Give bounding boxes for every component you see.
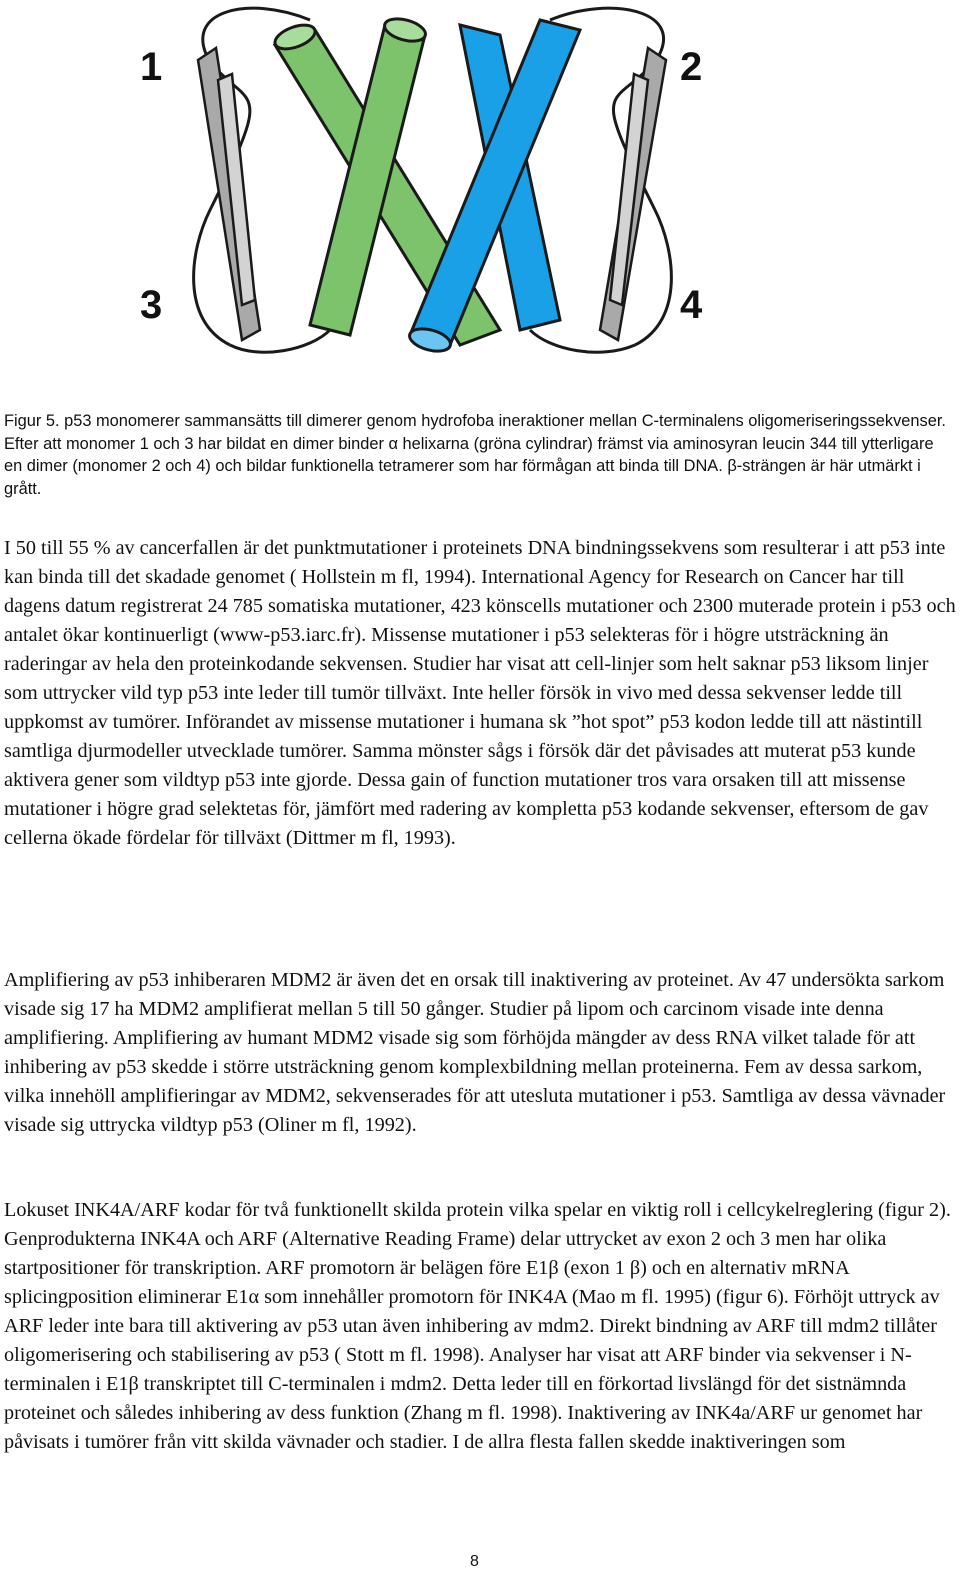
monomer-label-2: 2 (680, 45, 703, 89)
page-number: 8 (470, 1553, 479, 1570)
paragraph-2: Amplifiering av p53 inhiberaren MDM2 är även det en orsak till inaktivering av proteinet. Av 47 undersökta sarkom visade sig 17 ha MDM2 amplifierat mellan 5 till 50 gånger. Studier på lipom och carcinom visade inte denna amplifiering. Amplifiering av humant MDM2 visade sig som förhöjda mängder av dess RNA vilket talade för att inhibering av p53 skedde i större utsträckning genom komplexbildning mellan proteinerna. Fem av dessa sarkom, vilka innehöll amplifieringar av MDM2, sekvenserades för att utesluta mutationer i p53. Samtliga av dessa vävnader visade sig uttrycka vildtyp p53 (Oliner m fl, 1992). (4, 969, 946, 1136)
blue-helices (407, 20, 580, 355)
p53-tetramer-figure (100, 0, 760, 370)
figure-caption: Figur 5. p53 monomerer sammansätts till dimerer genom hydrofoba ineraktioner mellan C-terminalens oligomeriseringssekvenser. Efter att monomer 1 och 3 har bildat en dimer binder α helixarna (gröna cylindrar) främst via aminosyran leucin 344 till ytterligare en dimer (monomer 2 och 4) och bildar funktionella tetramerer som har förmågan att binda till DNA. β-strängen är här utmärkt i grått. (4, 412, 946, 498)
monomer-label-4: 4 (680, 283, 703, 327)
monomer-label-1: 1 (140, 45, 163, 89)
paragraph-3: Lokuset INK4A/ARF kodar för två funktionellt skilda protein vilka spelar en viktig roll i cellcykelreglering (figur 2). Genprodukterna INK4A och ARF (Alternative Reading Frame) delar uttrycket av exon 2 och 3 men har olika startpositioner för transkription. ARF promotorn är belägen före E1β (exon 1 β) och en alternativ mRNA splicingposition eliminerar E1α som innehåller promotorn för INK4A (Mao m fl. 1995) (figur 6). Förhöjt uttryck av ARF leder inte bara till aktivering av p53 utan även inhibering av mdm2. Direkt bindning av ARF till mdm2 tillåter oligomerisering och stabilisering av p53 ( Stott m fl. 1998). Analyser har visat att ARF binder via sekvenser i N-terminalen i E1β transkriptet till C-terminalen i mdm2. Detta leder till en förkortad livslängd för det sistnämnda proteinet och således inhibering av dess funktion (Zhang m fl. 1998). Inaktivering av INK4a/ARF ur genomet har påvisats i tumörer från vitt skilda vävnader och stadier. I de allra flesta fallen skedde inaktiveringen som (4, 1199, 951, 1453)
paragraph-1: I 50 till 55 % av cancerfallen är det punktmutationer i proteinets DNA bindningssekvens som resulterar i att p53 inte kan binda till det skadade genomet ( Hollstein m fl, 1994). International Agency for Research on Cancer har till dagens datum registrerat 24 785 somatiska mutationer, 423 könscells mutationer och 2300 muterade protein i p53 och antalet ökar kontinuerligt (www-p53.iarc.fr). Missense mutationer i p53 selekteras för i högre utsträckning än raderingar av hela den proteinkodande sekvensen. Studier har visat att cell-linjer som helt saknar p53 liksom linjer som uttrycker vild typ p53 inte leder till tumör tillväxt. Inte heller försök in vivo med dessa sekvenser ledde till uppkomst av tumörer. Införandet av missense mutationer i humana sk ”hot spot” p53 kodon ledde till att nästintill samtliga djurmodeller utvecklade tumörer. Samma mönster sågs i försök där det påvisades att muterat p53 kunde aktivera gener som vildtyp p53 inte gjorde. Dessa gain of function mutationer tros vara orsaken till att missense mutationer i högre grad selektetas för, jämfört med radering av kompletta p53 kodande sekvenser, eftersom de gav cellerna ökade fördelar för tillväxt (Dittmer m fl, 1993). (4, 537, 956, 849)
monomer-label-3: 3 (140, 283, 163, 327)
